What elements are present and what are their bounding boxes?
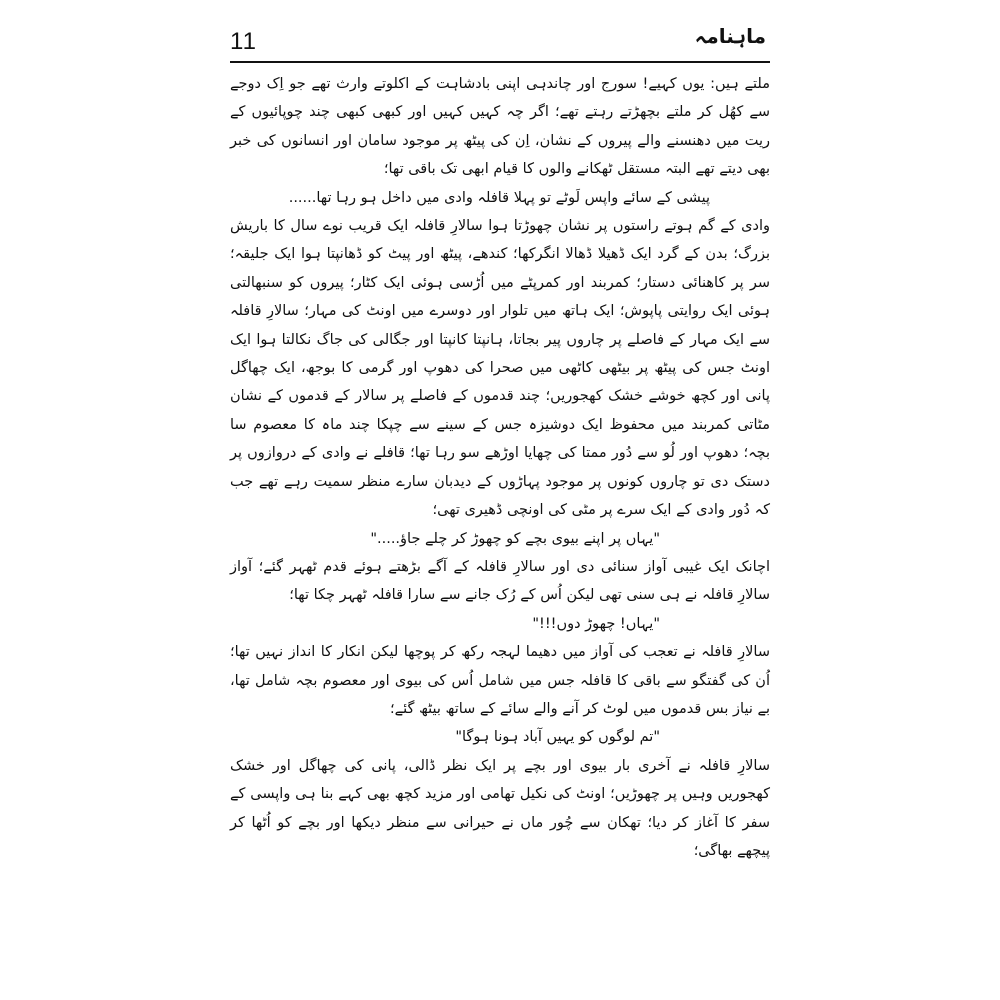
paragraph-opening: ملتے ہیں: یوں کہیے! سورج اور چاندہی اپنی بادشاہت کے اکلوتے وارث تھے جو اِک دوجے سے کھُل کر ملتے بچھڑتے رہتے تھے؛ اگر چہ کہیں کہیں اور کبھی کبھی چند چوپائیوں کے ریت میں دھنسنے والے پیروں کے نشان، اِن کی پیٹھ پر موجود سامان اور انسانوں کی خبر بھی دیتے تھے البتہ مستقل ٹھکانے والوں کا قیام ابھی تک باقی تھا؛ bbox=[230, 76, 770, 178]
quote-settle-here: "تم لوگوں کو یہیں آباد ہونا ہوگا" bbox=[455, 729, 660, 746]
paragraph-unseen-voice: اچانک ایک غیبی آواز سنائی دی اور سالارِ قافلہ کے آگے بڑھتے ہوئے قدم ٹھہر گئے؛ آواز سالارِ قافلہ نے ہی سنی تھی لیکن اُس کے رُک جانے سے سارا قافلہ ٹھہر چکا تھا؛ bbox=[230, 558, 770, 604]
page-header bbox=[230, 22, 770, 62]
quote-leave-family: "یہاں پر اپنے بیوی بچے کو چھوڑ کر چلے جاؤ....." bbox=[370, 530, 660, 547]
article-body bbox=[230, 70, 770, 865]
page-number: 11 bbox=[230, 28, 257, 55]
header-rule bbox=[230, 61, 770, 63]
paragraph-leader-departs: سالارِ قافلہ نے آخری بار بیوی اور بچے پر ایک نظر ڈالی، پانی کی چھاگل اور خشک کھجوریں وہیں پر چھوڑیں؛ اونٹ کی نکیل تھامی اور مزید کچھ بھی کہے بنا ہی واپسی کے سفر کا آغاز کر دیا؛ تھکان سے چُور ماں نے حیرانی سے منظر دیکھا اور بچے کو اُٹھا کر پیچھے بھاگی؛ bbox=[230, 757, 770, 859]
magazine-name: ماہنامہ bbox=[694, 24, 766, 48]
paragraph-leader-asks: سالارِ قافلہ نے تعجب کی آواز میں دھیما لہجہ رکھ کر پوچھا لیکن انکار کا انداز نہیں تھا؛ اُن کی گفتگو سے باقی کا قافلہ جس میں شامل اُس کی بیوی اور معصوم بچہ شامل تھا، بے نیاز بس قدموں میں لوٹ کر آنے والے سائے کے ساتھ بیٹھ گئے؛ bbox=[230, 644, 770, 717]
paragraph-caravan-description: وادی کے گم ہوتے راستوں پر نشان چھوڑتا ہوا سالارِ قافلہ ایک قریب نوے سال کا باریش بزرگ؛ بدن کے گرد ایک ڈھیلا ڈھالا انگرکھا؛ کندھے، پیٹھ اور پیٹ کو ڈھانپتا ہوا ایک جلیقہ؛ سر پر کاھنائی دستار؛ کمربند اور کمرپٹے میں اُڑسی ہوئی ایک کٹار؛ پیروں کو سنبھالتی ہوئی ایک روایتی پاپوش؛ ایک ہاتھ میں تلوار اور دوسرے میں اونٹ کی مہار؛ سالارِ قافلہ سے ایک مہار کے فاصلے پر چاروں پیر بجاتا، ہانپتا کانپتا اور جگالی کی جاگ نکالتا ہوا ایک اونٹ جس کی پیٹھ پر بیٹھی کاٹھی میں صحرا کی دھوپ اور گرمی کا بوجھ، ایک چھاگل پانی اور کچھ خوشے خشک کھجوریں؛ چند قدموں کے فاصلے پر سالار کے قدموں کے نشان مٹاتی کمربند میں محفوظ ایک دوشیزہ جس کے سینے سے چپکا چند ماہ کا معصوم سا بچہ؛ دھوپ اور لُو سے دُور ممتا کی چھایا اوڑھے سو رہا تھا؛ قافلے نے وادی کے دروازوں پر دستک دی تو چاروں کونوں پر موجود پہاڑوں کے دیدبان سارے منظر سمیت رہے تھے جب کہ دُور وادی کے ایک سرے پر مٹی کی اونچی ڈھیری تھی؛ bbox=[230, 218, 770, 519]
paragraph-caravan-arrives: پیشی کے سائے واپس لَوٹے تو پہلا قافلہ وادی میں داخل ہو رہا تھا...... bbox=[288, 189, 710, 206]
quote-leave-here: "یہاں! چھوڑ دوں!!!" bbox=[532, 615, 660, 632]
